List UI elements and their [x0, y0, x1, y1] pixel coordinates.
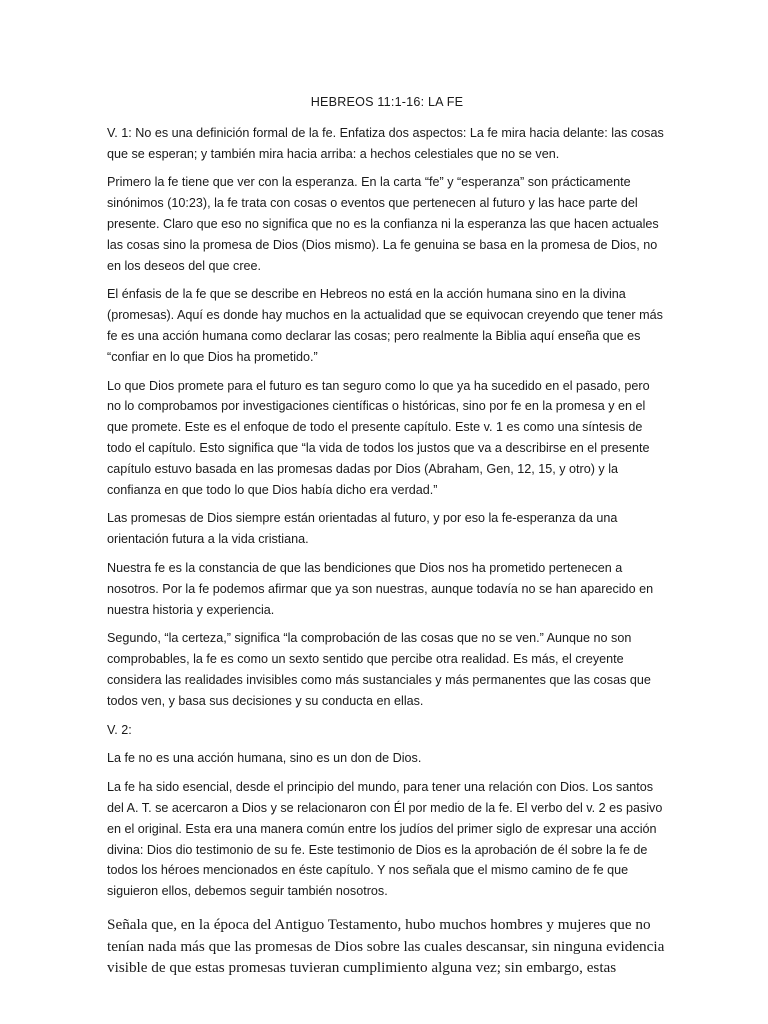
- paragraph-constancia: Nuestra fe es la constancia de que las bendiciones que Dios nos ha prometido pertenecen a nosotros. Por la fe podemos afirmar que ya son nuestras, aunque todavía no se han aparecido en nuestra historia y experiencia.: [107, 560, 654, 617]
- paragraph-promesa-futuro: Lo que Dios promete para el futuro es tan seguro como lo que ya ha sucedido en el pasado, pero no lo comprobamos por investigaciones científicas o históricas, sino por fe en la promesa y en el que promete. Este es el enfoque de todo el presente capítulo. Este v. 1 es como una síntesis de todo el capítulo. Esto significa que “la vida de todos los justos que va a describirse en el presente capítulo estuvo basada en las promesas dadas por Dios (Abraham, Gen, 12, 15, y otro) y la confianza en que todo lo que Dios había dicho era verdad.”: [107, 378, 650, 497]
- paragraph-don-de-dios: La fe no es una acción humana, sino es un don de Dios.: [107, 751, 422, 766]
- paragraph-antiguo-testamento: Señala que, en la época del Antiguo Testamento, hubo muchos hombres y mujeres que no tenían nada más que las promesas de Dios sobre las cuales descansar, sin ninguna evidencia visible de que estas promesas tuvieran cumplimiento alguna vez; sin embargo, estas: [107, 915, 665, 977]
- paragraph-v2-heading: V. 2:: [107, 722, 132, 737]
- paragraph-fe-esencial: La fe ha sido esencial, desde el principio del mundo, para tener una relación con Dios. Los santos del A. T. se acercaron a Dios y se relacionaron con Él por medio de la fe. El verbo del v. 2 es pasivo en el original. Esta era una manera común entre los judíos del primer siglo de expresar una acción divina: Dios dio testimonio de su fe. Este testimonio de Dios es la aprobación de él sobre la fe de todos los héroes mencionados en éste capítulo. Y nos señala que el mismo camino de fe que siguieron ellos, debemos seguir también nosotros.: [107, 780, 663, 899]
- paragraph-certeza: Segundo, “la certeza,” significa “la comprobación de las cosas que no se ven.” Aunque no son comprobables, la fe es como un sexto sentido que percibe otra realidad. Es más, el creyente considera las realidades invisibles como más sustanciales y más permanentes que las cosas que todos ven, y basa sus decisiones y su conducta en ellas.: [107, 631, 651, 708]
- paragraph-v1: V. 1: No es una definición formal de la fe. Enfatiza dos aspectos: La fe mira hacia delante: las cosas que se esperan; y también mira hacia arriba: a hechos celestiales que no se ven.: [107, 125, 664, 161]
- paragraph-enfasis: El énfasis de la fe que se describe en Hebreos no está en la acción humana sino en la divina (promesas). Aquí es donde hay muchos en la actualidad que se equivocan creyendo que tener más fe es una acción humana como declarar las cosas; pero realmente la Biblia aquí enseña que es “confiar en lo que Dios ha prometido.”: [107, 287, 663, 364]
- document-title: HEBREOS 11:1-16: LA FE: [310, 95, 464, 109]
- paragraph-orientacion-futura: Las promesas de Dios siempre están orientadas al futuro, y por eso la fe-esperanza da una orientación futura a la vida cristiana.: [107, 511, 618, 547]
- document-body: [107, 92, 667, 987]
- paragraph-esperanza: Primero la fe tiene que ver con la esperanza. En la carta “fe” y “esperanza” son prácticamente sinónimos (10:23), la fe trata con cosas o eventos que pertenecen al futuro y las hace parte del presente. Claro que eso no significa que no es la confianza ni la esperanza las que hacen actuales las cosas sino la promesa de Dios (Dios mismo). La fe genuina se basa en la promesa de Dios, no en los deseos del que cree.: [107, 175, 659, 273]
